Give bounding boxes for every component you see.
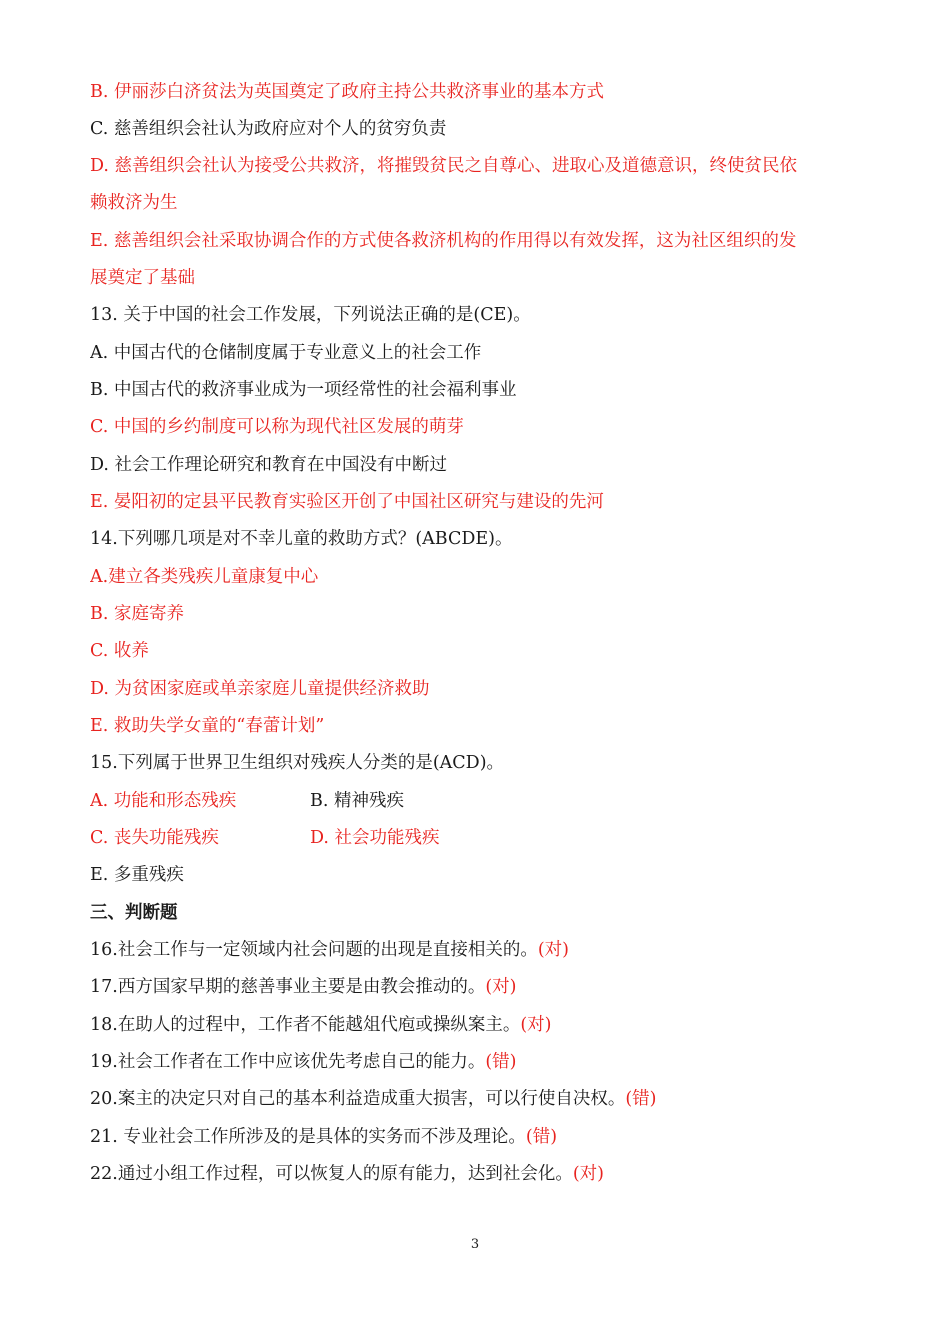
question-14: 14.下列哪几项是对不幸儿童的救助方式？(ABCDE)。 [90,529,513,549]
option-13c: C. 中国的乡约制度可以称为现代社区发展的萌芽 [90,417,464,437]
question-21 [90,1119,880,1156]
question-21-text: 21. 专业社会工作所涉及的是具体的实务而不涉及理论。 [90,1127,526,1147]
option-14d: D. 为贫困家庭或单亲家庭儿童提供经济救助 [90,679,430,699]
option-12b: B. 伊丽莎白济贫法为英国奠定了政府主持公共救济事业的基本方式 [90,82,604,102]
option-12d-line2: 赖救济为生 [90,193,178,213]
question-20-text: 20.案主的决定只对自己的基本利益造成重大损害，可以行使自决权。 [90,1089,626,1109]
question-15: 15.下列属于世界卫生组织对残疾人分类的是(ACD)。 [90,753,505,773]
answer-20: (错) [625,1089,657,1109]
option-13d: D. 社会工作理论研究和教育在中国没有中断过 [90,455,448,475]
section-heading-true-false: 三、判断题 [90,903,178,923]
option-12e-line2: 展奠定了基础 [90,268,195,288]
question-22 [90,1156,880,1193]
option-13b: B. 中国古代的救济事业成为一项经常性的社会福利事业 [90,380,517,400]
question-19-text: 19.社会工作者在工作中应该优先考虑自己的能力。 [90,1052,486,1072]
option-14e: E. 救助失学女童的“春蕾计划” [90,716,325,736]
option-13e: E. 晏阳初的定县平民教育实验区开创了中国社区研究与建设的先河 [90,492,604,512]
option-12e-line1: E. 慈善组织会社采取协调合作的方式使各救济机构的作用得以有效发挥，这为社区组织的发 [90,231,797,251]
answer-16: (对) [537,940,569,960]
answer-22: (对) [572,1164,604,1184]
option-15e: E. 多重残疾 [90,865,184,885]
answer-21: (错) [525,1127,558,1147]
option-15c: C. 丧失功能残疾 [90,828,219,848]
question-13: 13. 关于中国的社会工作发展，下列说法正确的是(CE)。 [90,305,531,325]
answer-17: (对) [485,977,517,997]
question-16-text: 16.社会工作与一定领域内社会问题的出现是直接相关的。 [90,940,538,960]
question-20 [90,1081,880,1118]
option-15b: B. 精神残疾 [310,791,404,811]
answer-19: (错) [485,1052,517,1072]
option-14a: A.建立各类残疾儿童康复中心 [90,567,319,587]
option-14b: B. 家庭寄养 [90,604,184,624]
question-17 [90,969,880,1006]
option-13a: A. 中国古代的仓储制度属于专业意义上的社会工作 [90,343,482,363]
question-16 [90,932,880,969]
option-15a: A. 功能和形态残疾 [90,791,237,811]
question-18-text: 18.在助人的过程中，工作者不能越俎代庖或操纵案主。 [90,1015,521,1035]
question-19 [90,1044,880,1081]
option-15d: D. 社会功能残疾 [310,828,440,848]
question-17-text: 17.西方国家早期的慈善事业主要是由教会推动的。 [90,977,486,997]
option-12d-line1: D. 慈善组织会社认为接受公共救济，将摧毁贫民之自尊心、进取心及道德意识，终使贫民依 [90,156,798,176]
option-12c: C. 慈善组织会社认为政府应对个人的贫穷负责 [90,119,447,139]
question-18 [90,1007,880,1044]
option-14c: C. 收养 [90,641,149,661]
question-22-text: 22.通过小组工作过程，可以恢复人的原有能力，达到社会化。 [90,1164,573,1184]
page-number: 3 [470,1237,480,1252]
answer-18: (对) [520,1015,552,1035]
